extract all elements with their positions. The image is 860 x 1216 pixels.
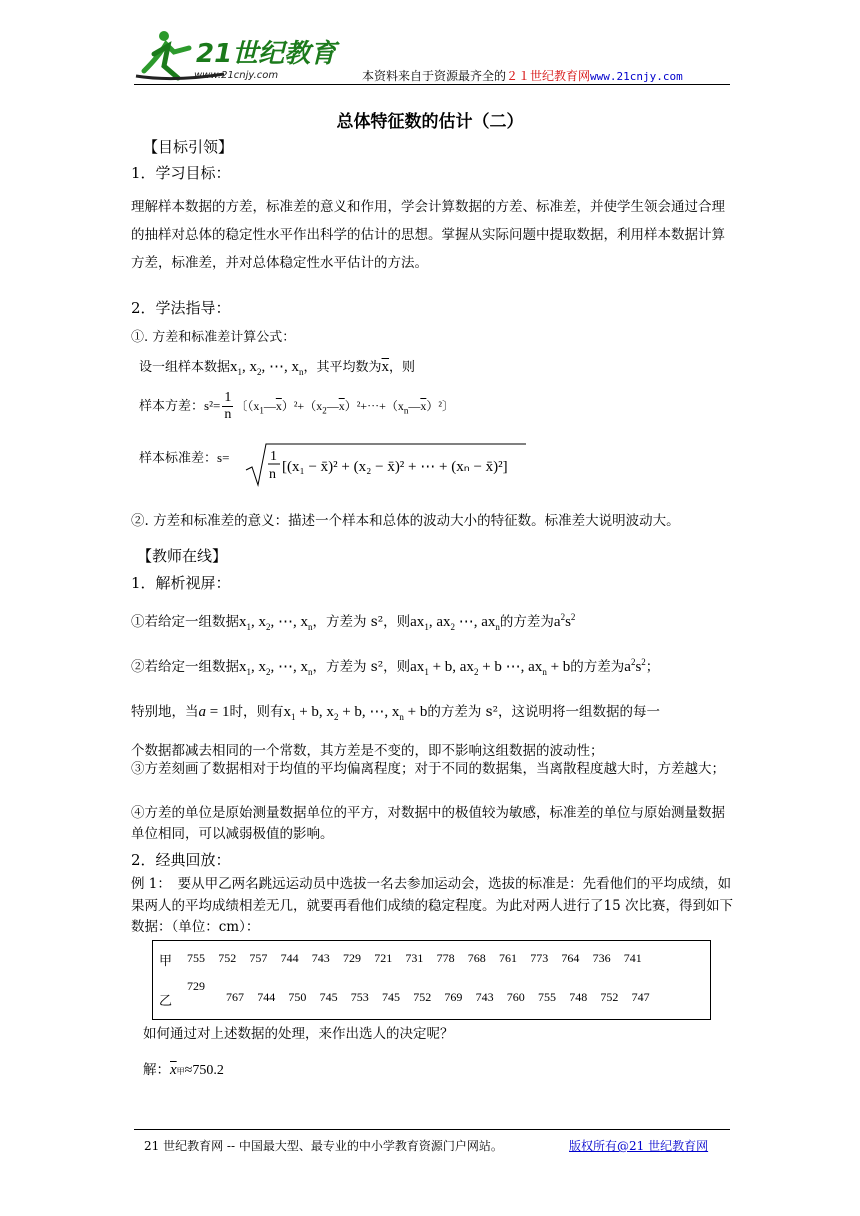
heading-learning-goals: 1．学习目标： bbox=[131, 164, 231, 182]
sample-std-formula: 样本标准差：s= bbox=[139, 450, 230, 466]
heading-analysis: 1．解析视屏： bbox=[131, 574, 231, 592]
header-url-link[interactable]: www.21cnjy.com bbox=[590, 70, 683, 83]
setup-line: 设一组样本数据$x_1$, $x_2$, ⋯, $x_n$，其平均数为$\overline{x}$，则 bbox=[139, 359, 416, 377]
table-cell: 721 bbox=[374, 951, 393, 965]
table-cell: 761 bbox=[499, 951, 517, 965]
table-cell: 755 bbox=[187, 951, 205, 965]
table-cell: 752 bbox=[413, 990, 432, 1004]
header-site-link[interactable]: ２１世纪教育网 bbox=[506, 69, 591, 83]
table-cell: 764 bbox=[561, 951, 580, 965]
svg-text:21世纪教育: 21世纪教育 bbox=[196, 39, 337, 69]
table-cell: 729 bbox=[343, 951, 361, 965]
table-cell: 748 bbox=[569, 990, 588, 1004]
footer-text: 21 世纪教育网 -- 中国最大型、最专业的中小学教育资源门户网站。 bbox=[144, 1139, 503, 1153]
question-text: 如何通过对上述数据的处理，来作出选人的决定呢？ bbox=[143, 1026, 454, 1042]
table-cell: 743 bbox=[475, 990, 494, 1004]
svg-text:www.21cnjy.com: www.21cnjy.com bbox=[194, 70, 279, 81]
table-cell: 729 bbox=[187, 979, 205, 993]
table-cell: 773 bbox=[530, 951, 549, 965]
formula-intro: ①. 方差和标准差计算公式： bbox=[131, 330, 296, 345]
table-cell: 752 bbox=[600, 990, 619, 1004]
property-special-cont: 个数据都减去相同的一个常数，其方差是不变的，即不影响这组数据的波动性； bbox=[131, 743, 604, 759]
footer-copyright-link[interactable]: 版权所有@21 世纪教育网 bbox=[569, 1139, 709, 1153]
property-4: ④方差的单位是原始测量数据单位的平方，对数据中的极值较为敏感，标准差的单位与原始测量数据单位相同，可以减弱极值的影响。 bbox=[131, 805, 725, 842]
property-special: 特别地，当a = 1时，则有$x_1 + b$, $x_2 + b$, ⋯, $x_n + b$的方差为 s²，这说明将一组数据的每一 bbox=[131, 704, 661, 722]
table-cell: 744 bbox=[257, 990, 276, 1004]
std-sqrt-expression bbox=[244, 440, 529, 490]
table-cell: 753 bbox=[350, 990, 369, 1004]
table-cell: 760 bbox=[506, 990, 525, 1004]
header-note: 本资料来自于资源最齐全的２１世纪教育网www.21cnjy.com bbox=[362, 69, 683, 83]
table-cell: 743 bbox=[311, 951, 330, 965]
table-cell: 778 bbox=[436, 951, 455, 965]
property-1: ①若给定一组数据$x_1$, $x_2$, ⋯, $x_n$，方差为 s²，则$ax_1$, $ax_2$ ⋯, $ax_n$的方差为$a^2s^2$ bbox=[131, 612, 576, 632]
table-cell: 750 bbox=[288, 990, 307, 1004]
learning-goals-text: 理解样本数据的方差，标准差的意义和作用，学会计算数据的方差、标准差，并使学生领会通过合理的抽样对总体的稳定性水平作出科学的估计的思想。掌握从实际问题中提取数据，利用样本数据计算方差，标准差，并对总体稳定性水平估计的方法。 bbox=[131, 199, 725, 271]
table-cell: 744 bbox=[280, 951, 299, 965]
table-cell: 741 bbox=[623, 951, 642, 965]
table-cell: 745 bbox=[319, 990, 338, 1004]
table-cell: 769 bbox=[444, 990, 463, 1004]
table-cell: 745 bbox=[382, 990, 400, 1004]
table-cell: 767 bbox=[226, 990, 244, 1004]
table-cell: 736 bbox=[592, 951, 611, 965]
heading-examples: 2．经典回放： bbox=[131, 851, 231, 869]
table-cell: 752 bbox=[218, 951, 237, 965]
row-label-yi: 乙 bbox=[159, 994, 173, 1009]
sample-variance-formula: 样本方差：s²= $\frac{1}{n}$ 〔$(x_1—\overline{x})^2+(x_2—\overline{x})^2+\cdots+(x_n—\overline{x})^2$〕 bbox=[139, 390, 454, 422]
svg-text:1: 1 bbox=[270, 449, 277, 464]
section-heading-goals: 【目标引领】 bbox=[143, 138, 234, 156]
table-cell: 755 bbox=[538, 990, 556, 1004]
table-cell: 731 bbox=[405, 951, 424, 965]
table-cell: 757 bbox=[249, 951, 268, 965]
svg-text:n: n bbox=[269, 467, 276, 482]
site-logo bbox=[134, 26, 344, 86]
table-cell: 768 bbox=[467, 951, 486, 965]
table-cell: 747 bbox=[631, 990, 650, 1004]
meaning-line: ②. 方差和标准差的意义：描述一个样本和总体的波动大小的特征数。标准差大说明波动大。 bbox=[131, 513, 680, 529]
property-2: ②若给定一组数据$x_1$, $x_2$, ⋯, $x_n$，方差为 s²，则$ax_1 + b$, $ax_2 + b$ ⋯, $ax_n + b$的方差为$a^2s^2$； bbox=[131, 657, 660, 677]
header-divider bbox=[134, 84, 730, 85]
example-1-text: 例 1： 要从甲乙两名跳远运动员中选拔一名去参加运动会，选拔的标准是：先看他们的平均成绩，如果两人的平均成绩相差无几，就要再看他们成绩的稳定程度。为此对两人进行了15 次比赛，得到如下数据：（单位：cm）： bbox=[131, 876, 733, 935]
page-title: 总体特征数的估计（二） bbox=[336, 112, 524, 132]
property-3: ③方差刻画了数据相对于均值的平均偏离程度；对于不同的数据集，当离散程度越大时，方差越大； bbox=[131, 761, 725, 777]
heading-study-method: 2．学法指导： bbox=[131, 299, 231, 317]
section-heading-teacher: 【教师在线】 bbox=[137, 547, 228, 565]
footer-divider bbox=[134, 1129, 730, 1130]
row-label-jia: 甲 bbox=[159, 954, 173, 969]
svg-text:[(x₁ − x̄)² + (x₂ − x̄)² + ⋯ +: [(x₁ − x̄)² + (x₂ − x̄)² + ⋯ + (xₙ − x̄)²] bbox=[282, 459, 508, 475]
solution-line: 解：$\overline{x}$甲≈750.2 bbox=[143, 1062, 224, 1078]
